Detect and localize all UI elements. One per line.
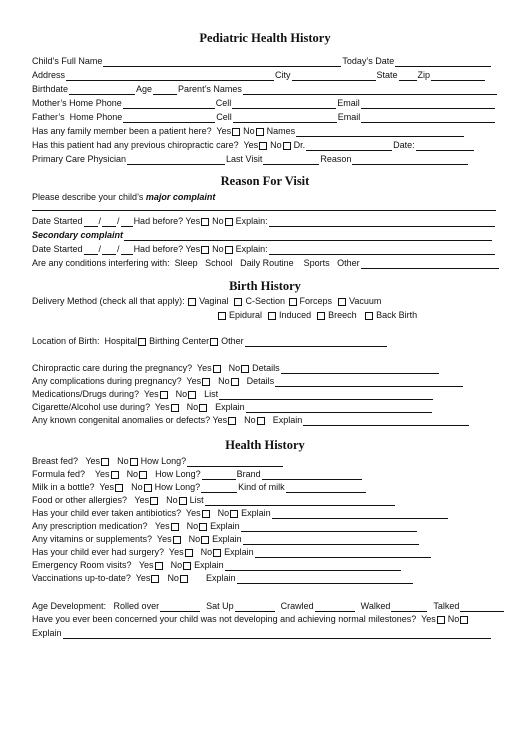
had-before-no-checkbox[interactable]: [225, 218, 233, 226]
label-delivery: Delivery Method (check all that apply):: [32, 296, 185, 306]
label-cigarette: Cigarette/Alcohol use during? Yes: [32, 402, 170, 412]
label-state: State: [376, 70, 398, 80]
label-anomalies: Any known congenital anomalies or defects? Yes: [32, 415, 228, 425]
allergies-yes-checkbox[interactable]: [150, 497, 158, 505]
label-major-complaint: major complaint: [145, 192, 216, 202]
surgery-yes-checkbox[interactable]: [185, 549, 193, 557]
row-antibiotics: [32, 507, 449, 519]
label-had-before: Had before? Yes: [133, 216, 201, 226]
row-age-development: [32, 600, 505, 612]
formula-yes-checkbox[interactable]: [111, 471, 119, 479]
zip-field[interactable]: [431, 70, 485, 81]
label-age: Age: [136, 84, 153, 94]
vitamins-no-checkbox[interactable]: [201, 536, 209, 544]
label-antibiotics: Has your child ever taken antibiotics? Yes: [32, 508, 201, 518]
complications-yes-checkbox[interactable]: [202, 378, 210, 386]
label-no: No: [131, 482, 143, 492]
label-address: Address: [32, 70, 66, 80]
vitamins-explain-field[interactable]: [243, 534, 419, 545]
label-kind-milk: Kind of milk: [238, 482, 285, 492]
milk-how-long-field[interactable]: [201, 482, 237, 493]
label-no: No: [244, 415, 256, 425]
age-field[interactable]: [153, 84, 177, 95]
kind-milk-field[interactable]: [286, 482, 366, 493]
prev-chiro-no-checkbox[interactable]: [283, 142, 291, 150]
prescription-yes-checkbox[interactable]: [171, 523, 179, 531]
label-other: Other: [221, 336, 244, 346]
label-chiro-preg: Chiropractic care during the pregnancy? Yes: [32, 363, 212, 373]
row-interfering: [32, 257, 500, 269]
label-no: No: [200, 547, 213, 557]
date-started-year[interactable]: [121, 216, 133, 227]
date-started-day[interactable]: [102, 216, 116, 227]
label-sat-up: Sat Up: [206, 601, 234, 611]
label-forceps: Forceps: [299, 296, 333, 306]
label-date: Date:: [393, 140, 415, 150]
label-details: Details: [252, 363, 280, 373]
label-father-cell: Cell: [216, 112, 232, 122]
row-date-started-2: [32, 243, 496, 255]
row-complications: [32, 375, 464, 387]
walked-field[interactable]: [391, 601, 427, 612]
antibiotics-yes-checkbox[interactable]: [202, 510, 210, 518]
label-pcp: Primary Care Physician: [32, 154, 127, 164]
label-crawled: Crawled: [280, 601, 314, 611]
row-describe: [32, 191, 215, 203]
birthing-center-checkbox[interactable]: [138, 338, 146, 346]
cigarette-yes-checkbox[interactable]: [171, 404, 179, 412]
row-prescription: [32, 520, 418, 532]
label-location: Location of Birth: Hospital: [32, 336, 138, 346]
label-todays-date: Today’s Date: [342, 56, 395, 66]
concerned-yes-checkbox[interactable]: [437, 616, 445, 624]
row-formula-fed: [32, 468, 363, 480]
label-talked: Talked: [433, 601, 460, 611]
cigarette-explain-field[interactable]: [246, 402, 432, 413]
label-explain: Explain: [224, 547, 254, 557]
label-milk-bottle: Milk in a bottle? Yes: [32, 482, 115, 492]
address-field[interactable]: [66, 70, 274, 81]
label-meds: Medications/Drugs during? Yes: [32, 389, 159, 399]
label-no: No: [170, 560, 183, 570]
date-started-month[interactable]: [84, 216, 98, 227]
major-complaint-field[interactable]: [32, 210, 496, 211]
row-child-name: [32, 55, 492, 67]
had-before-no-checkbox[interactable]: [225, 246, 233, 254]
allergies-list-field[interactable]: [205, 495, 395, 506]
label-how-long: How Long?: [140, 456, 187, 466]
label-breech: Breech: [328, 310, 357, 320]
surgery-no-checkbox[interactable]: [213, 549, 221, 557]
emergency-yes-checkbox[interactable]: [155, 562, 163, 570]
row-meds: [32, 388, 434, 400]
label-mother-phone: Mother’s Home Phone: [32, 98, 122, 108]
label-explain: Explain: [212, 534, 242, 544]
formula-how-long-field[interactable]: [202, 469, 236, 480]
location-other-field[interactable]: [245, 336, 387, 347]
label-last-visit: Last Visit: [226, 154, 263, 164]
father-phone-field[interactable]: [123, 112, 215, 123]
page-title: Pediatric Health History: [199, 31, 331, 45]
vacuum-checkbox[interactable]: [338, 298, 346, 306]
label-back-birth: Back Birth: [376, 310, 418, 320]
label-brand: Brand: [236, 469, 261, 479]
row-father-phone: [32, 111, 496, 123]
anomalies-yes-checkbox[interactable]: [228, 417, 236, 425]
label-parents-names: Parent’s Names: [178, 84, 242, 94]
antibiotics-no-checkbox[interactable]: [230, 510, 238, 518]
label-explain: Explain:: [235, 216, 268, 226]
label-details: Details: [246, 376, 275, 386]
row-anomalies: [32, 414, 470, 426]
label-csection: C-Section: [245, 296, 285, 306]
other-field[interactable]: [361, 258, 499, 269]
row-mother-phone: [32, 97, 496, 109]
label-epidural: Epidural: [229, 310, 263, 320]
row-chiro-preg: [32, 362, 440, 374]
cigarette-no-checkbox[interactable]: [199, 404, 207, 412]
breast-how-long-field[interactable]: [187, 456, 283, 467]
slash: /: [117, 244, 120, 254]
label-no: No: [186, 402, 199, 412]
had-before-yes-checkbox[interactable]: [201, 246, 209, 254]
vaccinations-no-checkbox[interactable]: [180, 575, 188, 583]
label-explain: Explain: [241, 508, 271, 518]
label-no: No: [186, 521, 199, 531]
label-date-started: Date Started: [32, 244, 83, 254]
allergies-no-checkbox[interactable]: [179, 497, 187, 505]
meds-yes-checkbox[interactable]: [160, 391, 168, 399]
induced-checkbox[interactable]: [268, 312, 276, 320]
label-list: List: [204, 389, 219, 399]
secondary-complaint-field[interactable]: [124, 230, 492, 241]
row-date-started-1: [32, 215, 496, 227]
chiro-preg-no-checkbox[interactable]: [241, 365, 249, 373]
explain-field[interactable]: [269, 244, 495, 255]
complications-no-checkbox[interactable]: [231, 378, 239, 386]
label-no: No: [167, 573, 179, 583]
label-no: No: [188, 534, 201, 544]
breech-checkbox[interactable]: [317, 312, 325, 320]
formula-no-checkbox[interactable]: [139, 471, 147, 479]
label-no: No: [126, 469, 139, 479]
label-explain: Explain: [205, 573, 236, 583]
row-milk-bottle: [32, 481, 367, 493]
label-reason: Reason: [320, 154, 352, 164]
label-how-long: How Long?: [155, 469, 201, 479]
prescription-explain-field[interactable]: [241, 521, 417, 532]
label-prev-chiro: Has this patient had any previous chiropractic care? Yes: [32, 140, 259, 150]
chiro-date-field[interactable]: [416, 140, 474, 151]
label-names: Names: [266, 126, 296, 136]
label-no: No: [228, 363, 241, 373]
label-birthdate: Birthdate: [32, 84, 69, 94]
row-secondary: [32, 229, 493, 241]
forceps-checkbox[interactable]: [289, 298, 297, 306]
row-breast-fed: [32, 455, 284, 467]
section-birth-history: Birth History: [229, 279, 301, 293]
child-name-field[interactable]: [103, 56, 341, 67]
reason-field[interactable]: [352, 154, 468, 165]
city-field[interactable]: [292, 70, 376, 81]
label-no: No: [212, 244, 224, 254]
row-emergency: [32, 559, 402, 571]
slash: /: [98, 216, 102, 226]
label-no: No: [243, 126, 255, 136]
complications-details-field[interactable]: [275, 376, 463, 387]
label-no: No: [447, 614, 460, 624]
prescription-no-checkbox[interactable]: [199, 523, 207, 531]
label-formula-fed: Formula fed? Yes: [32, 469, 110, 479]
label-child-name: Child’s Full Name: [32, 56, 103, 66]
row-cigarette: [32, 401, 433, 413]
label-family-patient: Has any family member been a patient here? Yes: [32, 126, 232, 136]
breast-yes-checkbox[interactable]: [101, 458, 109, 466]
dr-field[interactable]: [306, 140, 392, 151]
birthdate-field[interactable]: [69, 84, 135, 95]
rolled-over-field[interactable]: [160, 601, 200, 612]
row-family-patient: [32, 125, 465, 137]
label-explain: Explain: [272, 415, 303, 425]
label-induced: Induced: [279, 310, 312, 320]
anomalies-explain-field[interactable]: [303, 415, 469, 426]
label-date-started: Date Started: [32, 216, 83, 226]
label-city: City: [275, 70, 291, 80]
last-visit-field[interactable]: [263, 154, 319, 165]
chiro-preg-yes-checkbox[interactable]: [213, 365, 221, 373]
row-pcp: [32, 153, 469, 165]
antibiotics-explain-field[interactable]: [272, 508, 448, 519]
csection-checkbox[interactable]: [234, 298, 242, 306]
mother-cell-field[interactable]: [232, 98, 336, 109]
label-vitamins: Any vitamins or supplements? Yes: [32, 534, 172, 544]
vaginal-checkbox[interactable]: [188, 298, 196, 306]
label-list: List: [189, 495, 204, 505]
anomalies-no-checkbox[interactable]: [257, 417, 265, 425]
mother-phone-field[interactable]: [123, 98, 215, 109]
row-birthdate: [32, 83, 498, 95]
father-email-field[interactable]: [361, 112, 495, 123]
label-no: No: [270, 140, 282, 150]
label-vacuum: Vacuum: [349, 296, 382, 306]
emergency-no-checkbox[interactable]: [183, 562, 191, 570]
label-vaccinations: Vaccinations up-to-date? Yes: [32, 573, 151, 583]
other-checkbox[interactable]: [210, 338, 218, 346]
surgery-explain-field[interactable]: [255, 547, 431, 558]
label-mother-email: Email: [337, 98, 360, 108]
label-surgery: Has your child ever had surgery? Yes: [32, 547, 184, 557]
label-explain: Explain: [215, 402, 245, 412]
row-allergies: [32, 494, 396, 506]
label-interfering: Are any conditions interfering with: Sleep School Daily Routine Sports Other: [32, 258, 360, 268]
meds-no-checkbox[interactable]: [188, 391, 196, 399]
label-vaginal: Vaginal: [199, 296, 229, 306]
chiro-preg-details-field[interactable]: [281, 363, 439, 374]
label-explain: Explain:: [235, 244, 268, 254]
epidural-checkbox[interactable]: [218, 312, 226, 320]
label-no: No: [175, 389, 188, 399]
row-address: [32, 69, 486, 81]
label-father-email: Email: [337, 112, 361, 122]
label-concerned: Have you ever been concerned your child was not developing and achieving normal milestones? Yes: [32, 614, 436, 624]
names-field[interactable]: [296, 126, 464, 137]
parents-names-field[interactable]: [243, 84, 497, 95]
vitamins-yes-checkbox[interactable]: [173, 536, 181, 544]
label-mother-cell: Cell: [215, 98, 232, 108]
label-age-development: Age Development: Rolled over: [32, 601, 160, 611]
todays-date-field[interactable]: [395, 56, 491, 67]
section-health-history: Health History: [225, 438, 305, 452]
state-field[interactable]: [399, 70, 417, 81]
slash: /: [98, 244, 102, 254]
label-walked: Walked: [360, 601, 391, 611]
label-no: No: [218, 376, 230, 386]
date-started-day[interactable]: [102, 244, 116, 255]
label-how-long: How Long?: [154, 482, 201, 492]
label-birthing-center: Birthing Center: [149, 336, 210, 346]
vaccinations-yes-checkbox[interactable]: [151, 575, 159, 583]
label-emergency: Emergency Room visits? Yes: [32, 560, 154, 570]
milk-yes-checkbox[interactable]: [115, 484, 123, 492]
milk-no-checkbox[interactable]: [144, 484, 152, 492]
back-birth-checkbox[interactable]: [365, 312, 373, 320]
prev-chiro-yes-checkbox[interactable]: [259, 142, 267, 150]
label-prescription: Any prescription medication? Yes: [32, 521, 170, 531]
sat-up-field[interactable]: [235, 601, 275, 612]
label-no: No: [217, 508, 230, 518]
vaccinations-explain-field[interactable]: [237, 573, 413, 584]
label-explain: Explain: [194, 560, 224, 570]
explain-field[interactable]: [269, 216, 495, 227]
concerned-no-checkbox[interactable]: [460, 616, 468, 624]
label-dr: Dr.: [293, 140, 306, 150]
row-vaccinations: [32, 572, 414, 584]
emergency-explain-field[interactable]: [225, 560, 401, 571]
row-prev-chiro: [32, 139, 475, 151]
pcp-field[interactable]: [127, 154, 225, 165]
family-yes-checkbox[interactable]: [232, 128, 240, 136]
row-concerned-explain: [32, 627, 492, 639]
label-describe: Please describe your child’s: [32, 192, 146, 202]
row-concerned: [32, 613, 471, 625]
label-father-phone: Father’s Home Phone: [32, 112, 123, 122]
row-vitamins: [32, 533, 420, 545]
date-started-month[interactable]: [84, 244, 98, 255]
had-before-yes-checkbox[interactable]: [201, 218, 209, 226]
label-allergies: Food or other allergies? Yes: [32, 495, 150, 505]
date-started-year[interactable]: [121, 244, 133, 255]
father-cell-field[interactable]: [233, 112, 337, 123]
mother-email-field[interactable]: [361, 98, 495, 109]
brand-field[interactable]: [262, 469, 362, 480]
label-secondary-complaint: Secondary complaint: [32, 230, 124, 240]
row-delivery: [32, 295, 381, 307]
label-zip: Zip: [417, 70, 431, 80]
label-complications: Any complications during pregnancy? Yes: [32, 376, 202, 386]
label-explain: Explain: [32, 628, 62, 638]
label-no: No: [117, 456, 129, 466]
section-reason-for-visit: Reason For Visit: [220, 174, 310, 188]
concerned-explain-field[interactable]: [63, 628, 491, 639]
slash: /: [117, 216, 120, 226]
meds-list-field[interactable]: [219, 389, 433, 400]
label-breast-fed: Breast fed? Yes: [32, 456, 101, 466]
row-delivery-2: [217, 309, 417, 321]
label-no: No: [212, 216, 224, 226]
crawled-field[interactable]: [315, 601, 355, 612]
label-no: No: [166, 495, 178, 505]
label-explain: Explain: [210, 521, 240, 531]
label-had-before: Had before? Yes: [133, 244, 201, 254]
row-location: [32, 335, 388, 347]
row-surgery: [32, 546, 432, 558]
family-no-checkbox[interactable]: [256, 128, 264, 136]
talked-field[interactable]: [460, 601, 504, 612]
breast-no-checkbox[interactable]: [130, 458, 138, 466]
